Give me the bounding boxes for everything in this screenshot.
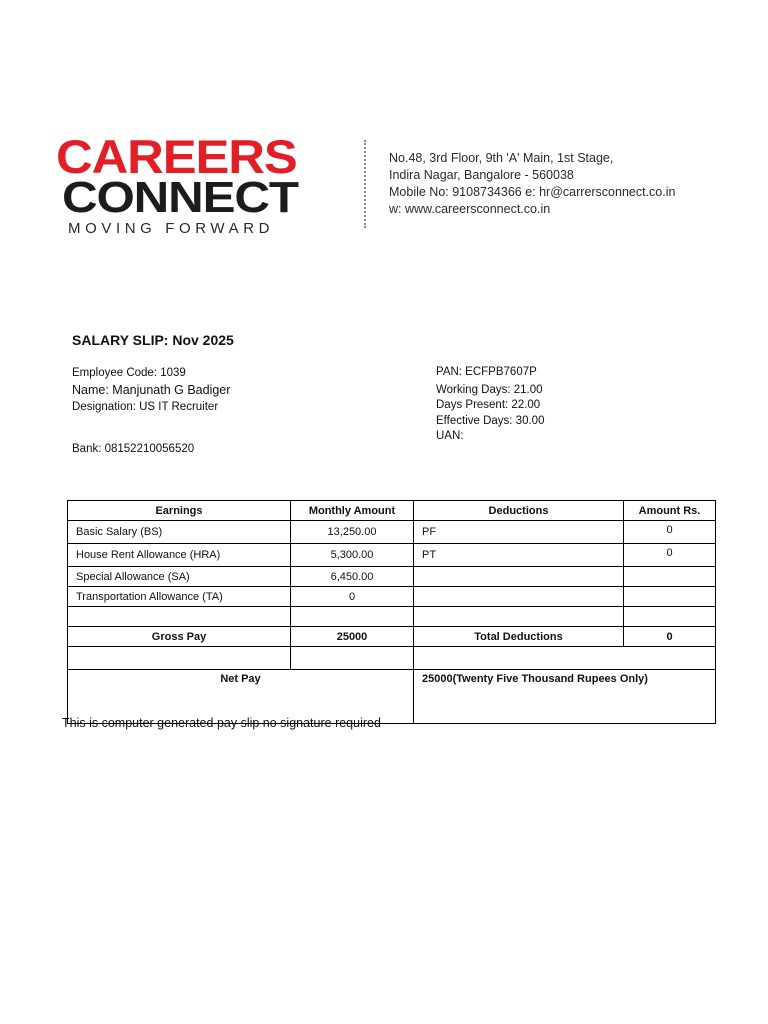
uan-number: UAN:	[436, 430, 464, 442]
earning-label: House Rent Allowance (HRA)	[68, 544, 291, 567]
empty-cell	[68, 647, 291, 670]
days-present: Days Present: 22.00	[436, 399, 541, 411]
table-row	[68, 587, 716, 607]
earning-amount: 0	[291, 587, 414, 607]
address-line: No.48, 3rd Floor, 9th 'A' Main, 1st Stage,	[389, 151, 614, 165]
header-deductions: Deductions	[414, 501, 624, 521]
empty-cell	[291, 647, 414, 670]
spacer-row	[68, 647, 716, 670]
earning-label: Transportation Allowance (TA)	[68, 587, 291, 607]
empty-cell	[624, 607, 716, 627]
deduction-label: PF	[414, 521, 624, 544]
deduction-label	[414, 587, 624, 607]
header-divider	[364, 140, 366, 228]
address-line: Indira Nagar, Bangalore - 560038	[389, 168, 574, 182]
empty-cell	[414, 647, 716, 670]
earning-label: Special Allowance (SA)	[68, 567, 291, 587]
table-header-row	[68, 501, 716, 521]
logo-wordmark-careers: CAREERS	[56, 130, 297, 183]
net-pay-value: 25000(Twenty Five Thousand Rupees Only)	[414, 670, 716, 724]
earning-label: Basic Salary (BS)	[68, 521, 291, 544]
contact-line: Mobile No: 9108734366 e: hr@carrersconnect.co.in	[389, 185, 676, 199]
pay-table	[67, 500, 716, 724]
empty-cell	[68, 607, 291, 627]
employee-info-left	[72, 365, 230, 416]
net-pay-label: Net Pay	[68, 670, 414, 724]
effective-days: Effective Days: 30.00	[436, 414, 545, 427]
earning-amount: 13,250.00	[291, 521, 414, 544]
deduction-amount	[624, 567, 716, 587]
pan-number: PAN: ECFPB7607P	[436, 366, 537, 378]
company-logo	[56, 130, 346, 237]
header-earnings: Earnings	[68, 501, 291, 521]
deduction-label: PT	[414, 544, 624, 567]
table-row	[68, 544, 716, 567]
total-deductions-label: Total Deductions	[414, 627, 624, 647]
table-row-empty	[68, 607, 716, 627]
logo-tagline: MOVING FORWARD	[68, 220, 275, 237]
table-row	[68, 567, 716, 587]
gross-pay-label: Gross Pay	[68, 627, 291, 647]
salary-slip-title: SALARY SLIP: Nov 2025	[72, 332, 234, 348]
website-line: w: www.careersconnect.co.in	[389, 202, 551, 216]
employee-bank	[72, 441, 194, 458]
table-row	[68, 521, 716, 544]
deduction-label	[414, 567, 624, 587]
deduction-amount: 0	[624, 521, 716, 544]
header-monthly-amount: Monthly Amount	[291, 501, 414, 521]
company-address	[389, 150, 675, 218]
earning-amount: 5,300.00	[291, 544, 414, 567]
empty-cell	[414, 607, 624, 627]
working-days: Working Days: 21.00	[436, 383, 543, 396]
employee-designation: Designation: US IT Recruiter	[72, 401, 219, 413]
footnote: This is computer generated pay slip no signature required	[62, 716, 381, 730]
total-deductions-value: 0	[624, 627, 716, 647]
empty-cell	[291, 607, 414, 627]
gross-pay-value: 25000	[291, 627, 414, 647]
employee-info-right	[436, 365, 544, 445]
bank-account: Bank: 08152210056520	[72, 443, 195, 455]
employee-code: Employee Code: 1039	[72, 367, 186, 379]
employee-name: Name: Manjunath G Badiger	[72, 383, 231, 397]
earning-amount: 6,450.00	[291, 567, 414, 587]
deduction-amount	[624, 587, 716, 607]
gross-row	[68, 627, 716, 647]
header-amount-rs: Amount Rs.	[624, 501, 716, 521]
deduction-amount: 0	[624, 544, 716, 567]
logo-wordmark-connect: CONNECT	[62, 173, 298, 222]
